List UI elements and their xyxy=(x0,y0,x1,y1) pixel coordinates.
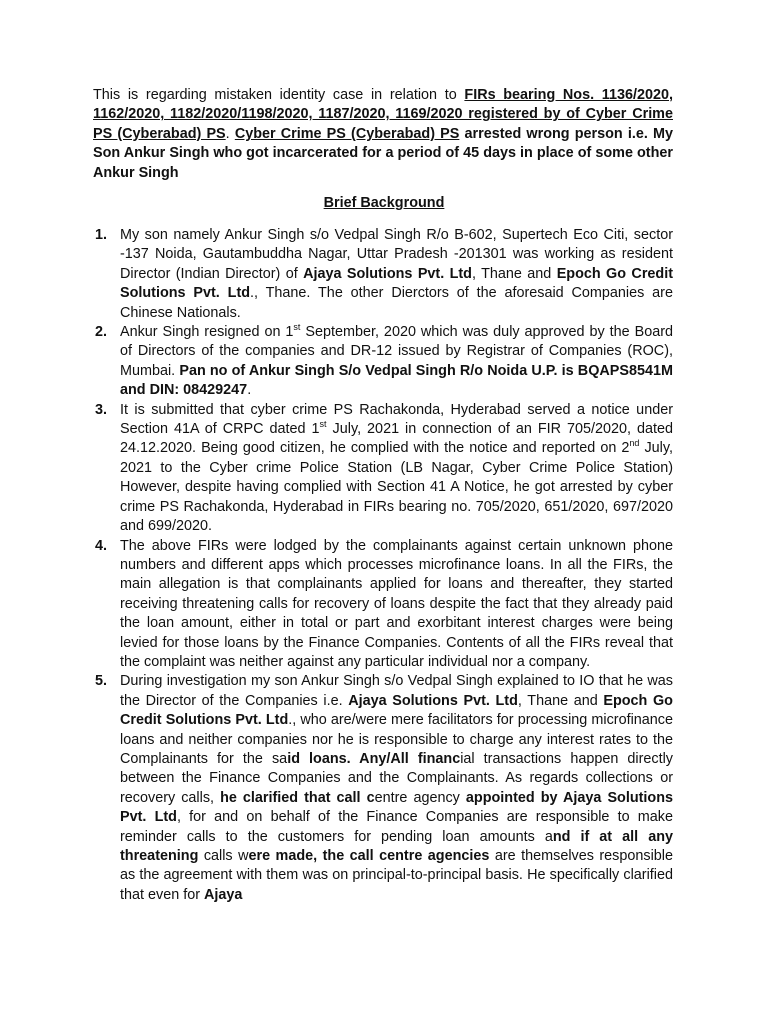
intro-text: This is regarding mistaken identity case in relation to xyxy=(93,87,465,103)
company-name: Epoch Go Credit Solutions Pvt. Ltd xyxy=(120,265,674,302)
intro-bold-text: arrested wrong person i.e. My Son Ankur Singh who got incarcerated for a period of 45 days in place of some other Ankur Singh xyxy=(93,125,674,181)
pan-din-details: Pan no of Ankur Singh S/o Vedpal Singh R/o Noida U.P. is BQAPS8541M and DIN: 08429247 xyxy=(120,362,673,399)
item-number: 5. xyxy=(95,673,108,690)
company-name: Epoch Go Credit Solutions Pvt. Ltd xyxy=(120,692,673,729)
company-name: Ajaya xyxy=(204,886,243,903)
fir-numbers: FIRs bearing Nos. 1136/2020, 1162/2020, 1182/2020/1198/2020, 1187/2020, 1169/2020 registered by of Cyber Crime PS (Cyberabad) PS xyxy=(93,87,673,142)
police-station-name: Cyber Crime PS (Cyberabad) PS xyxy=(234,125,460,142)
list-item: 4. The above FIRs were lodged by the complainants against certain unknown phone numbers and different apps which processes microfinance loans. In all the FIRs, the main allegation is that complainants applied for loans and thereafter, they started receiving threatening calls for recovery of loans despite the fact that they already paid the loan amount, either in total or part and exorbitant interest charges were being levied for those loans by the Finance Companies. Contents of all the FIRs reveal that the complaint was neither against any particular individual nor a company. xyxy=(95,537,673,670)
intro-paragraph xyxy=(93,86,673,183)
item-number: 4. xyxy=(95,537,108,554)
list-item: 2. Ankur Singh resigned on 1st September, 2020 which was duly approved by the Board of Directors of the companies and DR-12 issued by Registrar of Companies (ROC), Mumbai. Pan no of Ankur Singh S/o Vedpal Singh R/o Noida U.P. is BQAPS8541M and DIN: 08429247. xyxy=(95,322,673,399)
item-number: 1. xyxy=(95,227,108,243)
item-number: 3. xyxy=(95,401,108,418)
company-name: Ajaya Solutions Pvt. Ltd xyxy=(348,692,518,709)
list-item: 1. My son namely Ankur Singh s/o Vedpal Singh R/o B-602, Supertech Eco Citi, sector -137 Noida, Gautambuddha Nagar, Uttar Pradesh -201301 was working as resident Director (Indian Director) of Ajaya Solutions Pvt. Ltd, Thane and Epoch Go Credit Solutions Pvt. Ltd., Thane. The other Dierctors of the aforesaid Companies are Chinese Nationals. xyxy=(95,227,674,321)
background-list xyxy=(93,226,673,905)
list-item: 5. During investigation my son Ankur Singh s/o Vedpal Singh explained to IO that he was the Director of the Companies i.e. Ajaya Solutions Pvt. Ltd, Thane and Epoch Go Credit Solutions Pvt. Ltd., who are/were mere facilitators for processing microfinance loans and neither companies nor he is responsible to charge any interest rates to the Complainants for the said loans. Any/All financial transactions happen directly between the Finance Companies and the Complainants. As regards collections or recovery calls, he clarified that call centre agency appointed by Ajaya Solutions Pvt. Ltd, for and on behalf of the Finance Companies are responsible to make reminder calls to the customers for pending loan amounts and if at all any threatening calls were made, the call centre agencies are themselves responsible as the agreement with them was on principal-to-principal basis. He specifically clarified that even for Ajaya xyxy=(95,673,673,903)
item-number: 2. xyxy=(95,324,108,341)
intro-text: . xyxy=(225,125,235,142)
list-item: 3. It is submitted that cyber crime PS Rachakonda, Hyderabad served a notice under Section 41A of CRPC dated 1st July, 2021 in connection of an FIR 705/2020, dated 24.12.2020. Being good citizen, he complied with the notice and reported on 2nd July, 2021 to the Cyber crime Police Station (LB Nagar, Cyber Crime Police Station) However, despite having complied with Section 41 A Notice, he got arrested by cyber crime PS Rachakonda, Hyderabad in FIRs bearing no. 705/2020, 651/2020, 697/2020 and 699/2020. xyxy=(95,401,674,535)
company-name: Ajaya Solutions Pvt. Ltd xyxy=(303,265,472,282)
section-heading: Brief Background xyxy=(323,195,445,211)
